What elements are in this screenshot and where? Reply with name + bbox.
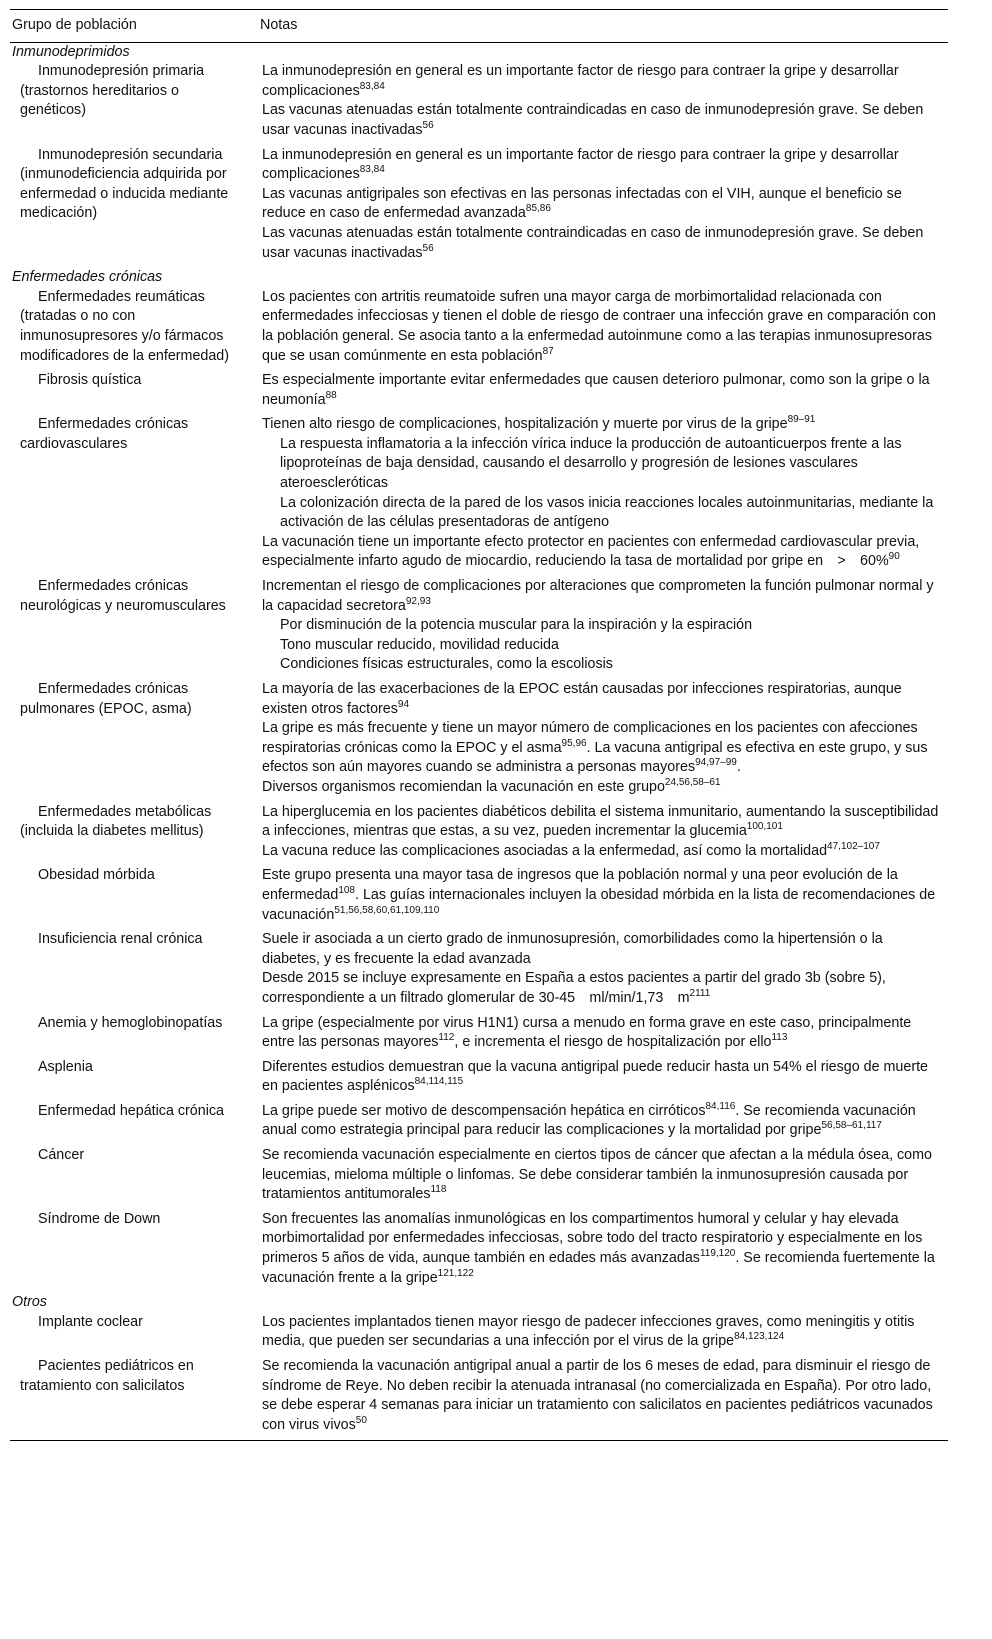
group-cell bbox=[10, 1357, 252, 1441]
column-header-group: Grupo de población bbox=[10, 10, 252, 43]
group-cell bbox=[10, 1102, 252, 1146]
notes-cell bbox=[252, 1357, 948, 1441]
notes-cell bbox=[252, 62, 948, 145]
note-paragraph bbox=[262, 62, 944, 101]
reference-citation: 83,84 bbox=[359, 80, 385, 92]
notes-cell bbox=[252, 1210, 948, 1293]
group-label: Implante coclear bbox=[38, 1313, 143, 1330]
population-groups-table bbox=[10, 9, 948, 1441]
note-text: La respuesta inflamatoria a la infección vírica induce la producción de autoanticuerpos frente a las lipoproteínas de baja densidad, causando el desarrollo y progresión de lesiones vasculares ateroescleróticas bbox=[280, 435, 902, 492]
notes-cell bbox=[252, 1102, 948, 1146]
table-row bbox=[10, 1014, 948, 1058]
note-text: Tienen alto riesgo de complicaciones, hospitalización y muerte por virus de la gripe bbox=[262, 416, 788, 433]
note-paragraph bbox=[262, 636, 944, 656]
group-cell bbox=[10, 415, 252, 577]
note-paragraph bbox=[262, 616, 944, 636]
notes-cell bbox=[252, 1313, 948, 1357]
note-paragraph bbox=[262, 1146, 944, 1205]
table-row bbox=[10, 146, 948, 269]
section-row bbox=[10, 268, 948, 288]
reference-citation: 89–91 bbox=[787, 414, 816, 426]
reference-citation: 100,101 bbox=[746, 821, 783, 833]
table-row bbox=[10, 680, 948, 803]
note-text: La colonización directa de la pared de los vasos inicia reacciones locales autoinmunitarias, mediante la activación de las células presentadoras de antígeno bbox=[280, 494, 934, 531]
group-cell bbox=[10, 1210, 252, 1293]
group-label: Anemia y hemoglobinopatías bbox=[38, 1014, 223, 1031]
reference-citation: 2111 bbox=[689, 987, 711, 999]
table-row bbox=[10, 1313, 948, 1357]
reference-citation: 51,56,58,60,61,109,110 bbox=[334, 904, 440, 916]
section-row bbox=[10, 1293, 948, 1313]
group-cell bbox=[10, 146, 252, 269]
note-paragraph bbox=[262, 1210, 944, 1288]
note-text: Son frecuentes las anomalías inmunológicas en los compartimentos humoral y celular y hay elevada morbimortalidad por enfermedades infecciosas, sobre todo del tracto respiratorio y especialmente en los primeros 5 años de vida, aunque también en edades más avanzadas bbox=[262, 1210, 923, 1267]
notes-cell bbox=[252, 803, 948, 867]
group-cell bbox=[10, 1058, 252, 1102]
note-paragraph bbox=[262, 288, 944, 366]
reference-citation: 88 bbox=[325, 389, 337, 401]
reference-citation: 118 bbox=[430, 1184, 447, 1196]
note-text: Diferentes estudios demuestran que la vacuna antigripal puede reducir hasta un 54% el riesgo de muerte en pacientes asplénicos bbox=[262, 1058, 929, 1095]
group-label: Inmunodepresión primaria (trastornos hereditarios o genéticos) bbox=[20, 63, 205, 119]
table-row bbox=[10, 62, 948, 145]
table-row bbox=[10, 930, 948, 1013]
note-paragraph bbox=[262, 577, 944, 616]
note-paragraph bbox=[262, 1357, 944, 1435]
note-paragraph bbox=[262, 1014, 944, 1053]
reference-citation: 113 bbox=[771, 1032, 788, 1044]
note-paragraph bbox=[262, 415, 944, 435]
note-text: Diversos organismos recomiendan la vacunación en este grupo bbox=[262, 778, 665, 795]
group-label: Enfermedad hepática crónica bbox=[38, 1102, 224, 1119]
reference-citation: 56 bbox=[422, 242, 434, 254]
group-cell bbox=[10, 680, 252, 803]
note-text: Este grupo presenta una mayor tasa de ingresos que la población normal y una peor evolución de la enfermedad bbox=[262, 867, 898, 903]
reference-citation: 83,84 bbox=[359, 164, 385, 176]
table-row bbox=[10, 1357, 948, 1441]
note-paragraph bbox=[262, 655, 944, 675]
note-paragraph bbox=[262, 224, 944, 263]
note-text: Desde 2015 se incluye expresamente en España a estos pacientes a partir del grado 3b (sobre 5), correspondiente a un filtrado glomerular de 30-45 ml/min/1,73 m bbox=[262, 970, 886, 1006]
group-label: Síndrome de Down bbox=[38, 1210, 161, 1227]
note-text: . Se recomienda fuertemente la vacunación frente a la gripe bbox=[262, 1250, 935, 1286]
note-paragraph bbox=[262, 146, 944, 185]
table-row bbox=[10, 1102, 948, 1146]
section-title: Otros bbox=[12, 1294, 47, 1311]
note-paragraph bbox=[262, 435, 944, 494]
note-paragraph bbox=[262, 680, 944, 719]
group-cell bbox=[10, 866, 252, 930]
table-row bbox=[10, 1210, 948, 1293]
note-text: La gripe es más frecuente y tiene un mayor número de complicaciones en los pacientes con afecciones respiratorias crónicas como la EPOC y el asma bbox=[262, 720, 918, 756]
table-row bbox=[10, 415, 948, 577]
group-cell bbox=[10, 1313, 252, 1357]
reference-citation: 121,122 bbox=[437, 1267, 474, 1279]
notes-cell bbox=[252, 1058, 948, 1102]
note-paragraph bbox=[262, 1058, 944, 1097]
table-row bbox=[10, 1058, 948, 1102]
note-paragraph bbox=[262, 185, 944, 224]
note-text: Las vacunas atenuadas están totalmente contraindicadas en caso de inmunodepresión grave. Se deben usar vacunas inactivadas bbox=[262, 102, 924, 138]
note-paragraph bbox=[262, 1313, 944, 1352]
note-text: . Se recomienda vacunación anual como estrategia principal para reducir las complicaciones y la mortalidad por gripe bbox=[262, 1102, 916, 1139]
group-cell bbox=[10, 1014, 252, 1058]
reference-citation: 87 bbox=[542, 345, 554, 357]
group-cell bbox=[10, 803, 252, 867]
note-text: Suele ir asociada a un cierto grado de inmunosupresión, comorbilidades como la hipertensión o la diabetes, y es frecuente la edad avanzada bbox=[262, 931, 883, 967]
reference-citation: 24,56,58–61 bbox=[664, 776, 721, 788]
table-header-row bbox=[10, 10, 948, 43]
reference-citation: 94,97–99 bbox=[695, 757, 737, 769]
notes-cell bbox=[252, 288, 948, 371]
note-paragraph bbox=[262, 778, 944, 798]
notes-cell bbox=[252, 866, 948, 930]
note-text: . La vacuna antigripal es efectiva en este grupo, y sus efectos son aún mayores cuando se administra a personas mayores bbox=[262, 739, 928, 776]
reference-citation: 95,96 bbox=[561, 737, 587, 749]
notes-cell bbox=[252, 930, 948, 1013]
note-text: La inmunodepresión en general es un importante factor de riesgo para contraer la gripe y desarrollar complicaciones bbox=[262, 146, 899, 183]
note-paragraph bbox=[262, 866, 944, 925]
note-text: La hiperglucemia en los pacientes diabéticos debilita el sistema inmunitario, aumentando la susceptibilidad a infecciones, mientras que estas, a su vez, pueden incrementar la glucemia bbox=[262, 803, 939, 840]
table-body bbox=[10, 42, 948, 1441]
table-row bbox=[10, 288, 948, 371]
note-text: La gripe (especialmente por virus H1N1) cursa a menudo en forma grave en este caso, principalmente entre las personas mayores bbox=[262, 1014, 912, 1051]
column-header-notes: Notas bbox=[252, 10, 948, 43]
note-paragraph bbox=[262, 719, 944, 778]
reference-citation: 85,86 bbox=[525, 203, 551, 215]
group-label: Fibrosis quística bbox=[38, 372, 142, 389]
note-text: , e incrementa el riesgo de hospitalización por ello bbox=[454, 1034, 772, 1051]
note-text: Incrementan el riesgo de complicaciones por alteraciones que comprometen la función pulmonar normal y la capacidad secretora bbox=[262, 578, 934, 614]
note-text: Los pacientes implantados tienen mayor riesgo de padecer infecciones graves, como meningitis y otitis media, que pueden ser secundarias a una infección por el virus de la gripe bbox=[262, 1313, 915, 1350]
note-text: . Las guías internacionales incluyen la obesidad mórbida en la lista de recomendaciones de vacunación bbox=[262, 886, 936, 923]
reference-citation: 84,114,115 bbox=[414, 1076, 464, 1088]
note-paragraph bbox=[262, 969, 944, 1008]
group-label: Enfermedades metabólicas (incluida la diabetes mellitus) bbox=[20, 803, 212, 840]
group-label: Insuficiencia renal crónica bbox=[38, 931, 203, 948]
note-paragraph bbox=[262, 101, 944, 140]
group-label: Cáncer bbox=[38, 1147, 85, 1164]
reference-citation: 50 bbox=[355, 1414, 367, 1426]
reference-citation: 56 bbox=[422, 119, 434, 131]
reference-citation: 90 bbox=[888, 551, 900, 563]
note-paragraph bbox=[262, 533, 944, 572]
section-row bbox=[10, 42, 948, 62]
note-text: La mayoría de las exacerbaciones de la EPOC están causadas por infecciones respiratorias, aunque existen otros factores bbox=[262, 681, 902, 717]
notes-cell bbox=[252, 577, 948, 680]
note-text: Se recomienda vacunación especialmente en ciertos tipos de cáncer que afectan a la médula ósea, como leucemias, mieloma múltiple o linfomas. Se debe considerar también la inmunosupresión causada por tratamientos antitumorales bbox=[262, 1147, 932, 1203]
note-text: Tono muscular reducido, movilidad reducida bbox=[280, 636, 559, 653]
group-label: Pacientes pediátricos en tratamiento con salicilatos bbox=[20, 1358, 194, 1394]
reference-citation: 112 bbox=[438, 1032, 455, 1044]
table-row bbox=[10, 371, 948, 415]
table-row bbox=[10, 803, 948, 867]
note-text: La inmunodepresión en general es un importante factor de riesgo para contraer la gripe y desarrollar complicaciones bbox=[262, 63, 899, 99]
note-paragraph bbox=[262, 930, 944, 969]
note-text: Condiciones físicas estructurales, como la escoliosis bbox=[280, 656, 613, 673]
reference-citation: 92,93 bbox=[405, 595, 431, 607]
note-text: La vacunación tiene un importante efecto protector en pacientes con enfermedad cardiovascular previa, especialmente infarto agudo de miocardio, reduciendo la tasa de mortalidad por gripe en > 60% bbox=[262, 533, 920, 570]
notes-cell bbox=[252, 146, 948, 269]
group-cell bbox=[10, 577, 252, 680]
group-label: Obesidad mórbida bbox=[38, 867, 155, 884]
reference-citation: 94 bbox=[397, 698, 410, 710]
notes-cell bbox=[252, 680, 948, 803]
group-cell bbox=[10, 288, 252, 371]
notes-cell bbox=[252, 1146, 948, 1210]
note-text: . bbox=[736, 759, 741, 776]
notes-cell bbox=[252, 1014, 948, 1058]
notes-cell bbox=[252, 415, 948, 577]
reference-citation: 119,120 bbox=[699, 1248, 736, 1260]
note-text: Las vacunas antigripales son efectivas en las personas infectadas con el VIH, aunque el beneficio se reduce en caso de enfermedad avanzada bbox=[262, 185, 902, 222]
note-text: Se recomienda la vacunación antigripal anual a partir de los 6 meses de edad, para disminuir el riesgo de síndrome de Reye. No deben recibir la atenuada intranasal (no comercializada en España). Por otro lado, se debe esperar 4 semanas para iniciar un tratamiento con salicilatos en pacientes pediátricos vacunados con virus vivos bbox=[262, 1358, 933, 1433]
reference-citation: 47,102–107 bbox=[827, 840, 880, 852]
reference-citation: 84,116 bbox=[705, 1100, 736, 1112]
reference-citation: 84,123,124 bbox=[734, 1331, 785, 1343]
group-label: Inmunodepresión secundaria (inmunodeficiencia adquirida por enfermedad o inducida mediante medicación) bbox=[20, 146, 229, 222]
group-cell bbox=[10, 930, 252, 1013]
group-label: Enfermedades crónicas pulmonares (EPOC, asma) bbox=[20, 681, 192, 717]
note-paragraph bbox=[262, 842, 944, 862]
group-label: Enfermedades reumáticas (tratadas o no con inmunosupresores y/o fármacos modificadores de la enfermedad) bbox=[20, 288, 230, 364]
note-text: Por disminución de la potencia muscular para la inspiración y la espiración bbox=[280, 617, 753, 634]
notes-cell bbox=[252, 371, 948, 415]
group-label: Enfermedades crónicas neurológicas y neuromusculares bbox=[20, 578, 226, 614]
note-text: La gripe puede ser motivo de descompensación hepática en cirróticos bbox=[262, 1102, 706, 1119]
table-row bbox=[10, 1146, 948, 1210]
group-cell bbox=[10, 1146, 252, 1210]
note-paragraph bbox=[262, 371, 944, 410]
group-cell bbox=[10, 371, 252, 415]
note-text: Las vacunas atenuadas están totalmente contraindicadas en caso de inmunodepresión grave. Se deben usar vacunas inactivadas bbox=[262, 224, 924, 261]
note-text: Es especialmente importante evitar enfermedades que causen deterioro pulmonar, como son la gripe o la neumonía bbox=[262, 372, 930, 408]
table-row bbox=[10, 866, 948, 930]
note-paragraph bbox=[262, 803, 944, 842]
group-label: Asplenia bbox=[38, 1058, 93, 1075]
note-text: La vacuna reduce las complicaciones asociadas a la enfermedad, así como la mortalidad bbox=[262, 842, 828, 859]
group-label: Enfermedades crónicas cardiovasculares bbox=[20, 416, 189, 452]
section-title: Enfermedades crónicas bbox=[12, 269, 163, 286]
group-cell bbox=[10, 62, 252, 145]
table-row bbox=[10, 577, 948, 680]
note-text: Los pacientes con artritis reumatoide sufren una mayor carga de morbimortalidad relacionada con enfermedades infecciosas y tienen el doble de riesgo de contraer una infección grave en comparación con la población general. Se asocia tanto a la enfermedad autoinmune como a las terapias inmunosupresoras que se usan comúnmente en esta población bbox=[262, 288, 936, 364]
reference-citation: 56,58–61,117 bbox=[821, 1120, 882, 1132]
note-paragraph bbox=[262, 494, 944, 533]
section-title: Inmunodeprimidos bbox=[12, 43, 130, 60]
note-paragraph bbox=[262, 1102, 944, 1141]
reference-citation: 108 bbox=[338, 884, 355, 896]
